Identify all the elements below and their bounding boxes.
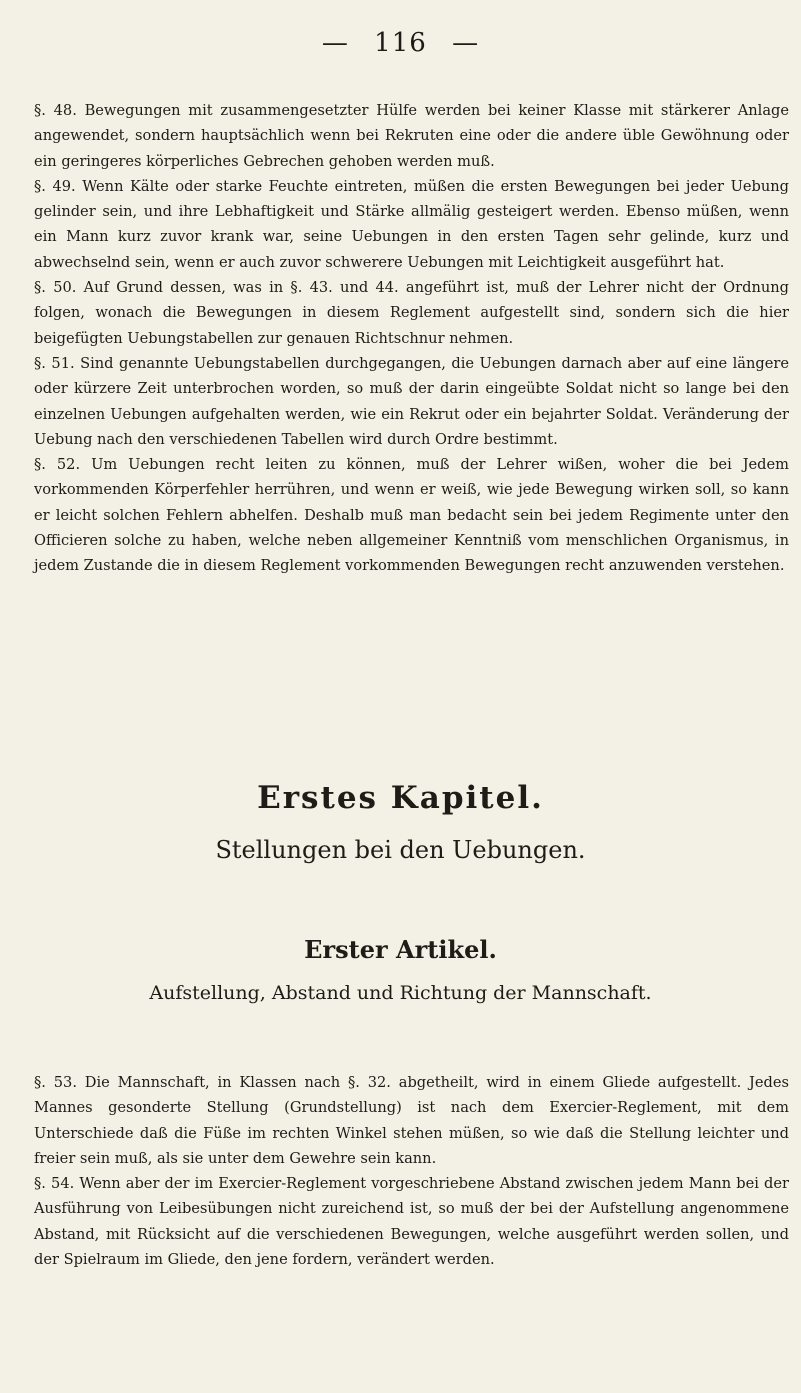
section-48: §. 48. Bewegungen mit zusammengesetzter Hülfe werden bei keiner Klasse mit stärkerer Anlage angewendet, sondern hauptsächlich wenn bei Rekruten eine oder die andere üble Gewöhnung oder ein geringeres körperliches Gebrechen gehoben werden muß.: [34, 102, 789, 170]
article-title: Erster Artikel.: [304, 935, 497, 964]
article-subtitle: Aufstellung, Abstand und Richtung der Mannschaft.: [149, 982, 652, 1004]
section-block-top: [34, 98, 789, 579]
section-block-bottom: [34, 1070, 789, 1272]
page-number: 116: [374, 28, 427, 58]
chapter-title: Erstes Kapitel.: [257, 780, 544, 816]
header-dash-left: —: [321, 28, 349, 58]
page-header: [0, 28, 801, 58]
section-51: §. 51. Sind genannte Uebungstabellen durchgegangen, die Uebungen darnach aber auf eine längere oder kürzere Zeit unterbrochen worden, so muß der darin eingeübte Soldat nicht so lange bei den einzelnen Uebungen aufgehalten werden, wie ein Rekrut oder ein bejahrter Soldat. Veränderung der Uebung nach den verschiedenen Tabellen wird durch Ordre bestimmt.: [34, 354, 789, 448]
section-53: §. 53. Die Mannschaft, in Klassen nach §. 32. abgetheilt, wird in einem Gliede aufgestellt. Jedes Mannes gesonderte Stellung (Grundstellung) ist nach dem Exercier-Reglement, mit dem Unterschiede daß die Füße im rechten Winkel stehen müßen, so wie daß die Stellung leichter und freier sein muß, als sie unter dem Gewehre sein kann.: [34, 1074, 789, 1167]
section-50: §. 50. Auf Grund dessen, was in §. 43. und 44. angeführt ist, muß der Lehrer nicht der Ordnung folgen, wonach die Bewegungen in diesem Reglement aufgestellt sind, sondern sich die hier beigefügten Uebungstabellen zur genauen Richtschnur nehmen.: [34, 279, 789, 347]
section-52: §. 52. Um Uebungen recht leiten zu können, muß der Lehrer wißen, woher die bei Jedem vorkommenden Körperfehler herrühren, und wenn er weiß, wie jede Bewegung wirken soll, so kann er leicht solchen Fehlern abhelfen. Deshalb muß man bedacht sein bei jedem Regimente unter den Officieren solche zu haben, welche neben allgemeiner Kenntniß vom menschlichen Organismus, in jedem Zustande die in diesem Reglement vorkommenden Bewegungen recht anzuwenden verstehen.: [34, 456, 789, 575]
chapter-subtitle: Stellungen bei den Uebungen.: [215, 836, 586, 864]
section-54: §. 54. Wenn aber der im Exercier-Reglement vorgeschriebene Abstand zwischen jedem Mann bei der Ausführung von Leibesübungen nicht zureichend ist, so muß der bei der Aufstellung angenommene Abstand, mit Rücksicht auf die verschiedenen Bewegungen, welche ausgeführt werden sollen, und der Spielraum im Gliede, den jene fordern, verändert werden.: [34, 1175, 789, 1269]
header-dash-right: —: [452, 28, 480, 58]
section-49: §. 49. Wenn Kälte oder starke Feuchte eintreten, müßen die ersten Bewegungen bei jeder Uebung gelinder sein, und ihre Lebhaftigkeit und Stärke allmälig gesteigert werden. Ebenso müßen, wenn ein Mann kurz zuvor krank war, seine Uebungen in den ersten Tagen sehr gelinde, kurz und abwechselnd sein, wenn er auch zuvor schwerere Uebungen mit Leichtigkeit ausgeführt hat.: [34, 177, 789, 271]
